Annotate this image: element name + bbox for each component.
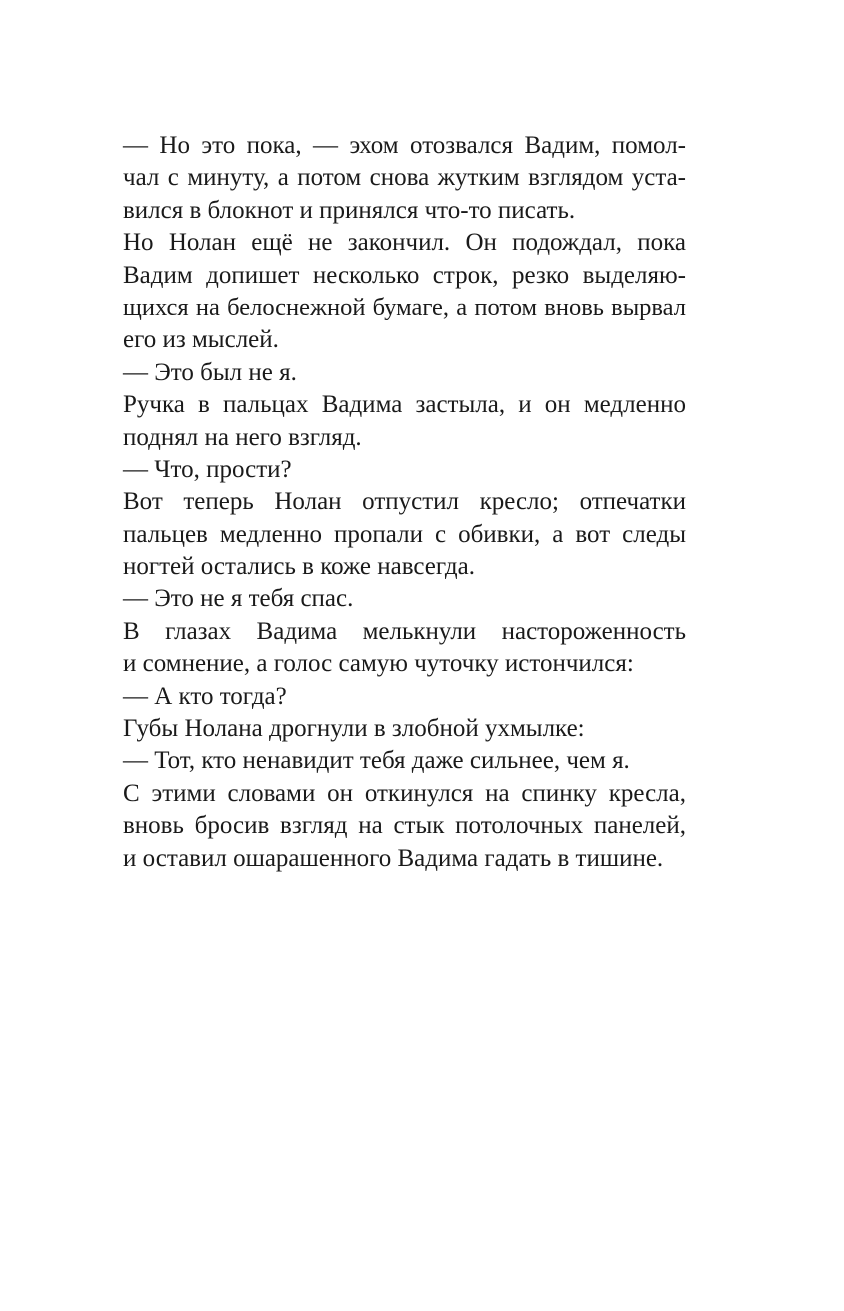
text-line: — Что, прости? <box>123 455 292 483</box>
text-line: и оставил ошарашенного Вадима гадать в тишине. <box>123 844 664 872</box>
text-line: его из мыслей. <box>123 326 279 354</box>
text-line: Вот теперь Нолан отпустил кресло; отпечатки <box>123 488 686 516</box>
text-line: вился в блокнот и принялся что-то писать. <box>123 196 576 224</box>
page-text <box>123 130 686 875</box>
text-line: Вадим допишет несколько строк, резко выделяю- <box>123 261 686 289</box>
text-line: — Это был не я. <box>123 358 297 386</box>
text-line: Губы Нолана дрогнули в злобной ухмылке: <box>123 715 585 743</box>
text-line: чал с минуту, а потом снова жутким взглядом уста- <box>123 164 686 192</box>
text-line: — Но это пока, — эхом отозвался Вадим, помол- <box>123 132 686 159</box>
text-line: — Тот, кто ненавидит тебя даже сильнее, чем я. <box>123 747 630 775</box>
text-line: пальцев медленно пропали с обивки, а вот следы <box>123 520 686 548</box>
text-line: и сомнение, а голос самую чуточку истончился: <box>123 650 634 678</box>
text-line: щихся на белоснежной бумаге, а потом вновь вырвал <box>123 293 686 321</box>
text-line: — Это не я тебя спас. <box>123 585 354 613</box>
text-line: — А кто тогда? <box>123 682 287 710</box>
text-line: поднял на него взгляд. <box>123 423 362 451</box>
text-line: Ручка в пальцах Вадима застыла, и он медленно <box>123 391 686 419</box>
text-line: С этими словами он откинулся на спинку кресла, <box>123 779 686 807</box>
text-line: ногтей остались в коже навсегда. <box>123 553 475 581</box>
text-line: Но Нолан ещё не закончил. Он подождал, пока <box>123 229 686 257</box>
text-line: вновь бросив взгляд на стык потолочных панелей, <box>123 812 686 840</box>
text-line: В глазах Вадима мелькнули настороженность <box>123 617 686 645</box>
